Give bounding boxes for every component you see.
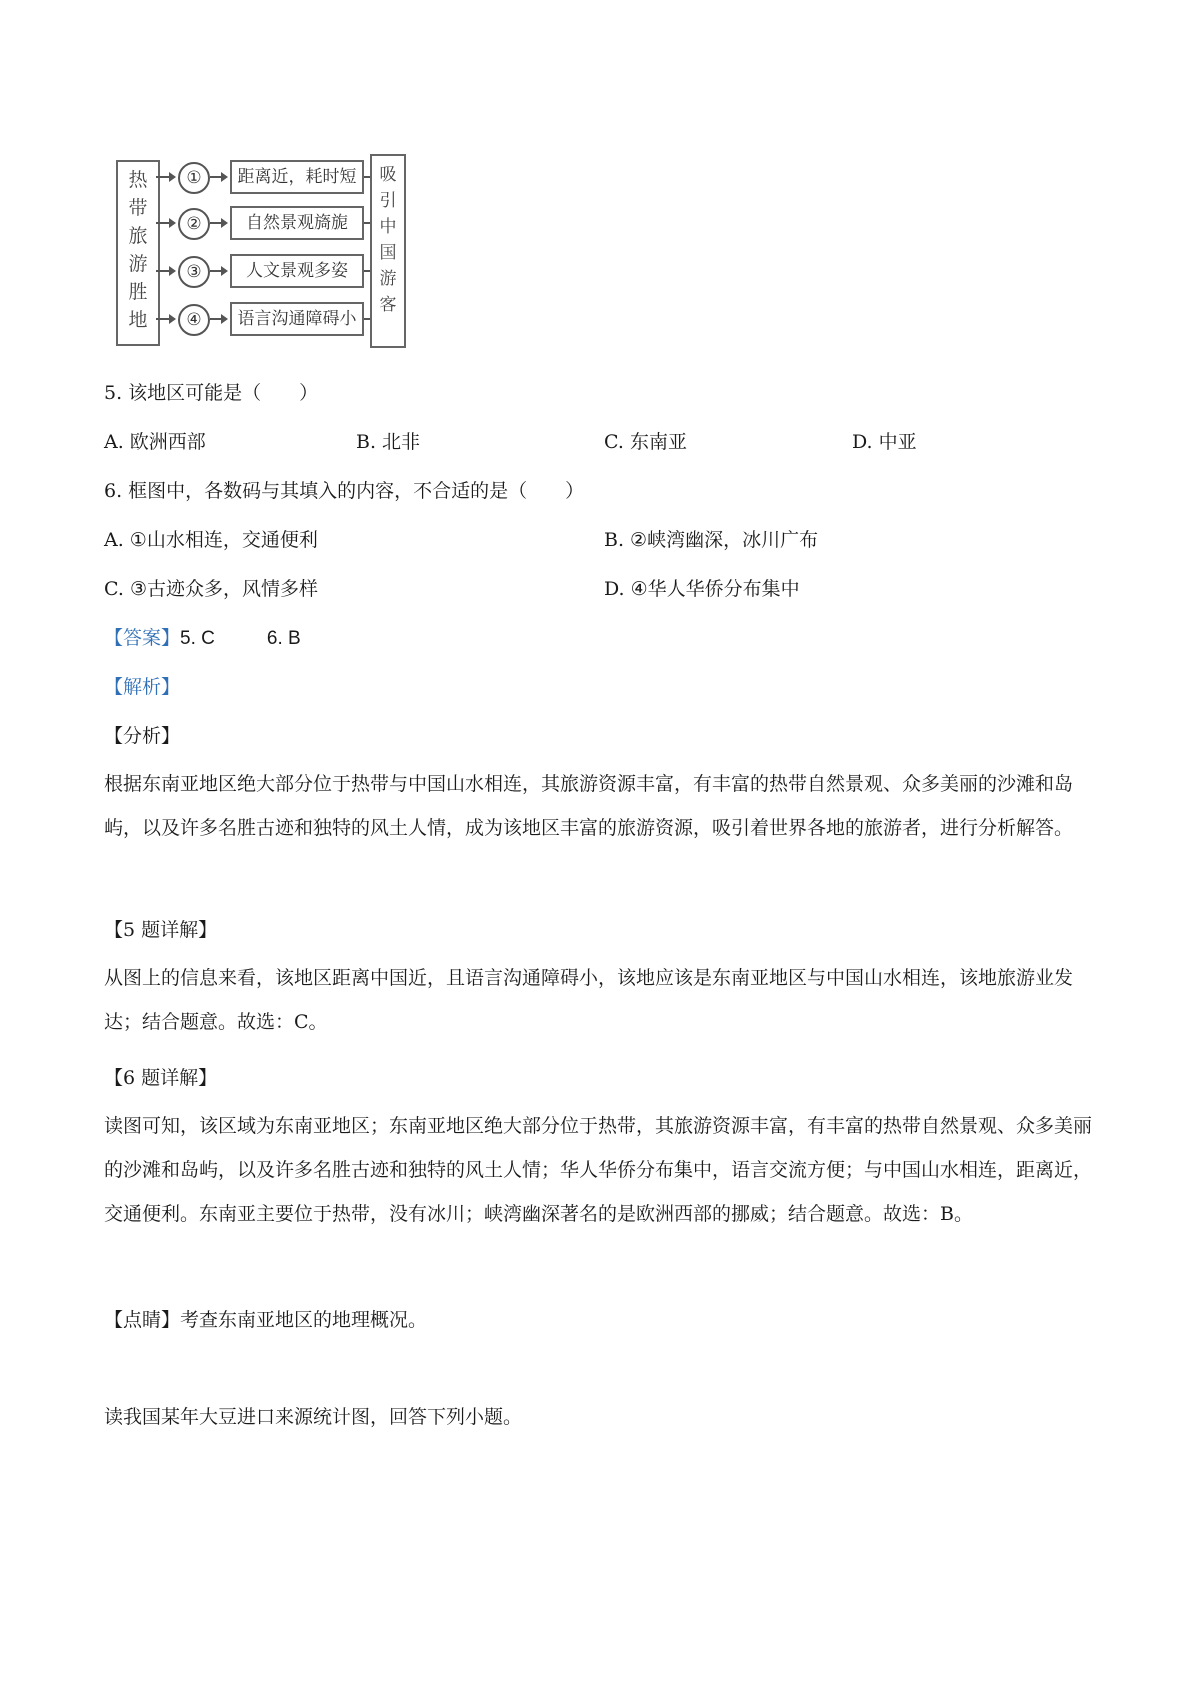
detail5-text: 从图上的信息来看，该地区距离中国近，且语言沟通障碍小，该地应该是东南亚地区与中国山水相连，该地旅游业发达；结合题意。故选：C。 bbox=[104, 967, 1074, 1033]
dianjing-tag: 【点睛】 bbox=[104, 1309, 181, 1331]
diagram-item-number: ① bbox=[178, 162, 210, 194]
diagram-item-3 bbox=[156, 254, 370, 288]
question-6-option-b: B. ②峡湾幽深，冰川广布 bbox=[604, 529, 819, 551]
detail6-text: 读图可知，该区域为东南亚地区；东南亚地区绝大部分位于热带，其旅游资源丰富，有丰富的热带自然景观、众多美丽的沙滩和岛屿，以及许多名胜古迹和独特的风土人情；华人华侨分布集中，语言交流方便；与中国山水相连，距离近，交通便利。东南亚主要位于热带，没有冰川；峡湾幽深著名的是欧洲西部的挪威；结合题意。故选：B。 bbox=[104, 1115, 1093, 1225]
question-5-stem: 5. 该地区可能是（ ） bbox=[104, 382, 319, 404]
diagram-item-2 bbox=[156, 206, 370, 240]
arrow-icon bbox=[210, 176, 226, 178]
diagram-item-label: 人文景观多姿 bbox=[230, 254, 364, 288]
diagram-item-number: ② bbox=[178, 208, 210, 240]
next-question-intro: 读我国某年大豆进口来源统计图，回答下列小题。 bbox=[104, 1406, 523, 1428]
arrow-icon bbox=[156, 318, 174, 320]
diagram-item-number: ④ bbox=[178, 304, 210, 336]
analysis-tag: 【解析】 bbox=[104, 676, 181, 698]
diagram-left-box bbox=[116, 160, 160, 346]
fenxi-tag: 【分析】 bbox=[104, 725, 181, 747]
dianjing-line bbox=[104, 1306, 427, 1334]
diagram-left-label: 热 带 旅 游 胜 地 bbox=[128, 169, 148, 331]
question-5-option-c: C. 东南亚 bbox=[604, 431, 687, 453]
diagram-right-box bbox=[370, 154, 406, 348]
diagram-item-label: 自然景观旖旎 bbox=[230, 206, 364, 240]
fenxi-text: 根据东南亚地区绝大部分位于热带与中国山水相连，其旅游资源丰富，有丰富的热带自然景观、众多美丽的沙滩和岛屿，以及许多名胜古迹和独特的风土人情，成为该地区丰富的旅游资源，吸引着世界各地的旅游者，进行分析解答。 bbox=[104, 773, 1074, 839]
question-6-stem: 6. 框图中，各数码与其填入的内容，不合适的是（ ） bbox=[104, 480, 585, 502]
question-6-option-c: C. ③古迹众多，风情多样 bbox=[104, 578, 318, 600]
question-5-option-d: D. 中亚 bbox=[852, 431, 917, 453]
answer-tag: 【答案】 bbox=[104, 627, 181, 649]
answer-line bbox=[104, 624, 301, 653]
diagram-item-1 bbox=[156, 160, 370, 194]
question-5-option-b: B. 北非 bbox=[356, 431, 421, 453]
diagram-item-4 bbox=[156, 302, 370, 336]
arrow-icon bbox=[156, 176, 174, 178]
question-6-option-a: A. ①山水相连，交通便利 bbox=[104, 529, 318, 551]
answer-6: 6. B bbox=[266, 628, 301, 649]
detail5-tag: 【5 题详解】 bbox=[104, 919, 218, 941]
arrow-icon bbox=[210, 318, 226, 320]
diagram-item-number: ③ bbox=[178, 256, 210, 288]
dianjing-text: 考查东南亚地区的地理概况。 bbox=[180, 1309, 428, 1331]
flow-diagram bbox=[108, 150, 408, 360]
diagram-right-label: 吸 引 中 国 游 客 bbox=[379, 165, 397, 315]
arrow-icon bbox=[156, 222, 174, 224]
detail6-tag: 【6 题详解】 bbox=[104, 1067, 218, 1089]
question-5-option-a: A. 欧洲西部 bbox=[104, 431, 206, 453]
diagram-item-label: 距离近，耗时短 bbox=[230, 160, 364, 194]
arrow-icon bbox=[210, 222, 226, 224]
arrow-icon bbox=[156, 270, 174, 272]
question-6-option-d: D. ④华人华侨分布集中 bbox=[604, 578, 800, 600]
diagram-item-label: 语言沟通障碍小 bbox=[230, 302, 364, 336]
answer-5: 5. C bbox=[180, 628, 215, 649]
arrow-icon bbox=[210, 270, 226, 272]
